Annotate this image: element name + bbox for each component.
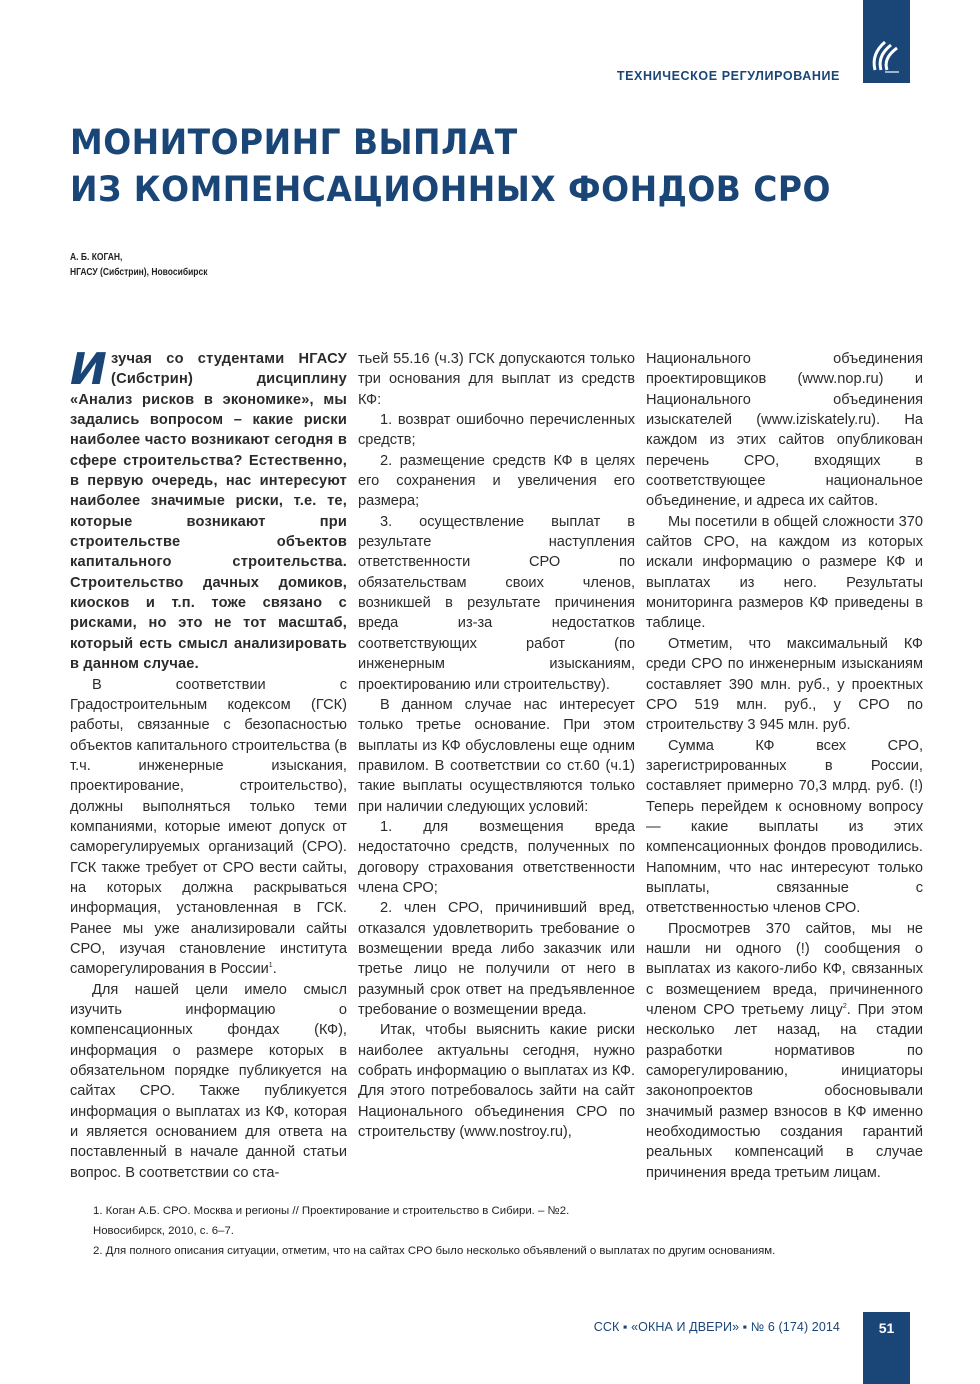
list-item: 2. размещение средств КФ в целях его сохранения и увеличения его размера;	[358, 452, 635, 510]
page-number-box	[863, 1312, 910, 1384]
footnote-2: 2. Для полного описания ситуации, отметим, что на сайтах СРО было несколько объявлений о выплатах по другим основаниям.	[93, 1245, 776, 1257]
drop-cap: И	[70, 344, 108, 395]
author-affiliation: НГАСУ (Сибстрин), Новосибирск	[70, 267, 208, 278]
lead-paragraph	[70, 344, 347, 675]
publication-info: ССК ▪ «ОКНА И ДВЕРИ» ▪ № 6 (174) 2014	[593, 1320, 840, 1334]
byline	[70, 250, 207, 280]
paragraph: Мы посетили в общей сложности 370 сайтов СРО, на каждом из которых искали информацию о размере КФ и выплатах из него. Результаты мониторинга размеров КФ приведены в таблице.	[646, 513, 923, 632]
list-item: 3. осуществление выплат в результате наступления ответственности СРО по обязательствам своих членов, возникшей в результате причинения вреда из-за недостатков соответствующих работ (по инженерным изысканиям, проектированию или строительству).	[358, 513, 635, 693]
paragraph	[646, 919, 923, 1183]
lead-text: зучая со студентами НГАСУ (Сибстрин) дисциплину «Анализ рисков в экономике», мы задались вопросом – какие риски наиболее часто возникают сегодня в сфере строительства? Естественно, в первую очередь, нас интересуют наиболее значимые риски, т.е. те, которые возникают при строительстве объектов капитального строительства. Строительство дачных домиков, киосков и т.п. тоже связано с рисками, но это не тот масштаб, который есть смысл анализировать в данном случае.	[70, 351, 347, 673]
paragraph: Отметим, что максимальный КФ среди СРО по инженерным изысканиям составляет 390 млн. руб., у проектных СРО 519 млн. руб., у СРО по строительству 3 945 млн. руб.	[646, 635, 923, 734]
text-column-1	[70, 344, 347, 1183]
page-number: 51	[878, 1320, 895, 1336]
list-item: 1. для возмещения вреда недостаточно средств, полученных по договору страхования ответственности члена СРО;	[358, 818, 635, 896]
paragraph: тьей 55.16 (ч.3) ГСК допускаются только три основания для выплат из средств КФ:	[358, 351, 635, 408]
title-line-1: МОНИТОРИНГ ВЫПЛАТ	[70, 123, 518, 163]
paragraph: Сумма КФ всех СРО, зарегистрированных в России, составляет примерно 70,3 млрд. руб. (!) Теперь перейдем к основному вопросу — какие выплаты из этих компенсационных фондов проводились. Напомним, что нас интересуют только выплаты, связанные с ответственностью членов СРО.	[646, 737, 923, 917]
list-item: 1. возврат ошибочно перечисленных средств;	[358, 412, 635, 449]
paragraph: Национального объединения проектировщиков (www.nop.ru) и Национального объединения изыскателей (www.iziskately.ru). На каждом из этих сайтов опубликован перечень СРО, входящих в соответствующее национальное объединение, и адреса их сайтов.	[646, 351, 923, 510]
paragraph: В данном случае нас интересует только третье основание. При этом выплаты из КФ обусловлены еще одним правилом. В соответствии со ст.60 (ч.1) такие выплаты осуществляются только при наличии следующих условий:	[358, 696, 635, 815]
article-title	[70, 120, 831, 214]
paragraph-text: В соответствии с Градостроительным кодексом (ГСК) работы, связанные с безопасностью объектов капитального строительства (в т.ч. инженерные изыскания, проектирование, строительство), должны выполняться только теми компаниями, которые имеют допуск от саморегулируемых организаций (СРО). ГСК также требует от СРО вести сайты, на которых должна раскрываться информация, установленная в ГСК. Ранее мы уже анализировали сайты СРО, изучая становление института саморегулирования в России	[70, 676, 347, 978]
footnote-1: 1. Коган А.Б. СРО. Москва и регионы // Проектирование и строительство в Сибири. – №2.	[93, 1205, 570, 1217]
footnotes	[93, 1201, 913, 1261]
section-label: ТЕХНИЧЕСКОЕ РЕГУЛИРОВАНИЕ	[616, 69, 840, 83]
publisher-logo	[863, 0, 910, 83]
title-line-2: ИЗ КОМПЕНСАЦИОННЫХ ФОНДОВ СРО	[70, 170, 831, 210]
footnote-1-continued: Новосибирск, 2010, с. 6–7.	[93, 1225, 234, 1237]
author-name: А. Б. КОГАН,	[70, 252, 123, 263]
text-column-2	[358, 349, 635, 1142]
paragraph-text: Просмотрев 370 сайтов, мы не нашли ни одного (!) сообщения о выплатах из какого-либо КФ, связанных с возмещением вреда, причиненного членом СРО третьему лицу	[646, 920, 923, 1018]
paragraph: Для нашей цели имело смысл изучить информацию о компенсационных фондах (КФ), информация о размере которых в обязательном порядке публикуется на сайтах СРО. Также публикуется информация о выплатах из КФ, которая и является основанием для ответа на поставленный в начале данной статьи вопрос. В соответствии со ста-	[70, 981, 347, 1181]
list-item: 2. член СРО, причинивший вред, отказался удовлетворить требование о возмещении вреда либо заказчик или третье лицо не получили от него в разумный срок ответ на предъявленное требование о возмещении вреда.	[358, 900, 635, 1018]
publisher-logo-icon	[869, 36, 905, 74]
footnote-ref-2[interactable]: 2	[842, 1003, 847, 1011]
paragraph: Итак, чтобы выяснить какие риски наиболее актуальны сегодня, нужно собрать информацию о выплатах из КФ. Для этого потребовалось зайти на сайт Национального объединения СРО по строительству (www.nostroy.ru),	[358, 1022, 635, 1141]
footnote-ref-1[interactable]: 1	[268, 962, 273, 970]
text-column-3	[646, 349, 923, 1183]
paragraph-text: . При этом несколько лет назад, на стадии разработки нормативов по саморегулированию, инициаторы законопроектов обосновывали значимый размер взносов в КФ именно необходимостью создания гарантий реальных компенсаций в случае причинения вреда третьим лицам.	[646, 1002, 923, 1181]
paragraph: В соответствии с Градостроительным кодексом (ГСК) работы, связанные с безопасностью объектов капитального строительства (в т.ч. инженерные изыскания, проектирование, строительство), должны выполняться только теми компаниями, которые имеют допуск от саморегулируемых организаций (СРО). ГСК также требует от СРО вести сайты, на которых должна раскрываться информация, установленная в ГСК. Ранее мы уже анализировали сайты СРО, изучая становление института саморегулирования в России$^1$.	[70, 676, 347, 978]
